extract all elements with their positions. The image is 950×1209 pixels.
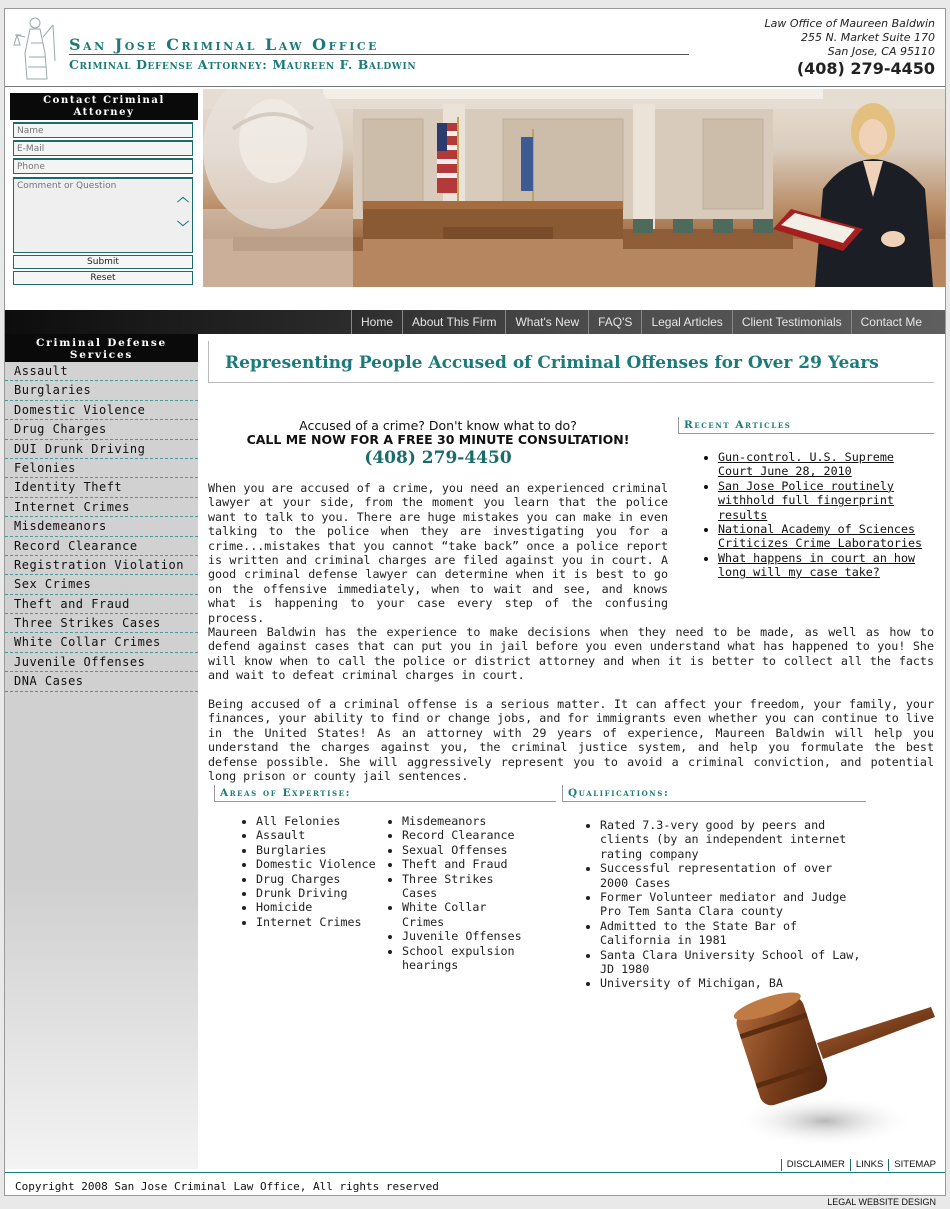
address-line-2: 255 N. Market Suite 170 [801,31,935,44]
list-item: • All Felonies [256,814,380,828]
list-item: • Burglaries [256,843,380,857]
list-item: • Drunk Driving [256,886,380,900]
sidebar-item-record-clearance[interactable]: Record Clearance [5,537,198,556]
serious-matter-paragraph: Being accused of a criminal offense is a serious matter. It can affect your freedom, your family, your finances, your ability to find or change jobs, and for immigrants even whether you can continue to live in the United States! As an attorney with 29 years of experience, Maureen Baldwin will help you understand the charges against you, the criminal justice system, and help you formulate the best defense possible. She will aggressively represent you to avoid a criminal conviction, and potential long prison or county jail sentences. [208,697,934,784]
expertise-title: Areas of Expertise: [214,785,556,802]
nav-contact-me[interactable]: Contact Me [851,310,931,334]
cta-consultation: CALL ME NOW FOR A FREE 30 MINUTE CONSULTATION! [246,432,630,447]
sidebar-item-white-collar-crimes[interactable]: White Collar Crimes [5,633,198,652]
design-credit-link[interactable]: LEGAL WEBSITE DESIGN [827,1197,936,1207]
header-phone: (408) 279-4450 [796,59,935,78]
article-link[interactable]: • What happens in court an how long will my case take? [718,551,934,580]
sidebar-item-identity-theft[interactable]: Identity Theft [5,478,198,497]
qualifications [562,785,866,991]
site-title: San Jose Criminal Law Office [69,35,380,54]
gavel-image [725,981,945,1153]
nav-whats-new[interactable]: What's New [505,310,588,334]
list-item: • Admitted to the State Bar of California in 1981 [600,919,866,948]
cta-question: Accused of a crime? Don't know what to do? [299,418,577,433]
nav-home[interactable]: Home [351,310,402,334]
consultation-callout [208,419,668,469]
comment-box [13,177,193,253]
email-field[interactable] [13,140,193,156]
services-title: Criminal Defense Services [5,334,198,362]
courtroom-attorney-image [203,89,945,287]
sidebar-item-misdemeanors[interactable]: Misdemeanors [5,517,198,536]
sidebar-item-felonies[interactable]: Felonies [5,459,198,478]
submit-button[interactable]: Submit [13,255,193,269]
areas-of-expertise [214,785,556,972]
sidebar-item-assault[interactable]: Assault [5,362,198,381]
sidebar-item-drug-charges[interactable]: Drug Charges [5,420,198,439]
hero-banner [203,89,945,287]
list-item: • Drug Charges [256,872,380,886]
recent-articles-list [718,450,934,580]
sidebar-item-domestic-violence[interactable]: Domestic Violence [5,401,198,420]
comment-field[interactable] [14,179,176,251]
address-line-3: San Jose, CA 95110 [827,45,935,58]
recent-articles-title: Recent Articles [678,417,934,434]
chevron-down-icon[interactable]: ﹀ [177,220,190,234]
service-list [5,362,198,692]
nav-legal-articles[interactable]: Legal Articles [641,310,731,334]
footer-link-disclaimer[interactable]: DISCLAIMER [781,1159,850,1171]
list-item: • Homicide [256,900,380,914]
qualifications-list [600,818,866,991]
article-link[interactable]: • Gun-control. U.S. Supreme Court June 28, 2010 [718,450,934,479]
sidebar-item-theft-and-fraud[interactable]: Theft and Fraud [5,595,198,614]
sidebar-item-juvenile-offenses[interactable]: Juvenile Offenses [5,653,198,672]
headline-box [208,341,934,383]
sidebar-item-sex-crimes[interactable]: Sex Crimes [5,575,198,594]
main-navigation [5,310,945,334]
list-item: • Theft and Fraud [402,857,526,871]
list-item: • University of Michigan, BA [600,976,866,990]
sidebar-item-dna-cases[interactable]: DNA Cases [5,672,198,691]
site-subtitle: Criminal Defense Attorney: Maureen F. Baldwin [69,57,417,72]
chevron-up-icon[interactable]: ︿ [177,190,190,204]
recent-articles [678,417,934,580]
article-link[interactable]: • San Jose Police routinely withhold full fingerprint results [718,479,934,522]
sidebar-item-burglaries[interactable]: Burglaries [5,381,198,400]
article-link[interactable]: • National Academy of Sciences Criticizes Crime Laboratories [718,522,934,551]
list-item: • Former Volunteer mediator and Judge Pro Tem Santa Clara county [600,890,866,919]
cta-phone[interactable]: (408) 279-4450 [364,448,512,468]
page-title: Representing People Accused of Criminal Offenses for Over 29 Years [225,353,879,373]
office-address [764,17,935,79]
expertise-list-2 [402,814,526,972]
contact-form-title: Contact Criminal Attorney [10,93,198,120]
phone-field[interactable] [13,158,193,174]
page [4,8,946,1196]
contact-form [10,93,198,285]
list-item: • Juvenile Offenses [402,929,526,943]
list-item: • School expulsion hearings [402,944,526,973]
sidebar-item-registration-violation[interactable]: Registration Violation [5,556,198,575]
lady-justice-icon [13,13,61,83]
list-item: • Record Clearance [402,828,526,842]
expertise-columns [214,814,556,972]
list-item: • Misdemeanors [402,814,526,828]
intro-paragraph: When you are accused of a crime, you need an experienced criminal lawyer at your side, from the moment you learn that the police want to talk to you. There are huge mistakes you can make in even talking to the police when they are investigating you for a crime...mistakes that you cannot “take back” once a police report is written and criminal charges are filed against you in court. A good criminal defense lawyer can determine when it is best to go on the offensive immediately, when to wait and see, and knows what is happening to your case every step of the confusing process. [208,481,668,625]
list-item: • White Collar Crimes [402,900,526,929]
expertise-list-1 [256,814,380,972]
name-field[interactable] [13,122,193,138]
footer-divider [5,1172,945,1173]
footer-link-sitemap[interactable]: SITEMAP [888,1159,941,1171]
list-item: • Internet Crimes [256,915,380,929]
list-item: • Santa Clara University School of Law, JD 1980 [600,948,866,977]
nav-faqs[interactable]: FAQ'S [588,310,641,334]
qualifications-title: Qualifications: [562,785,866,802]
services-sidebar [5,334,198,1169]
sidebar-item-internet-crimes[interactable]: Internet Crimes [5,498,198,517]
footer-links [781,1159,941,1171]
list-item: • Domestic Violence [256,857,380,871]
experience-paragraph: Maureen Baldwin has the experience to make decisions when they need to be made, as well as how to defend against cases that can put you in jail before you even understand what has happened to you! She will know when to call the police or district attorney and when it is better to collect all the facts and wait to defeat criminal charges in court. [208,625,934,683]
list-item: • Rated 7.3-very good by peers and clients (by an independent internet rating company [600,818,866,861]
sidebar-item-three-strikes-cases[interactable]: Three Strikes Cases [5,614,198,633]
copyright: Copyright 2008 San Jose Criminal Law Office, All rights reserved [15,1180,439,1193]
nav-list [351,310,931,334]
list-item: • Three Strikes Cases [402,872,526,901]
nav-about-this-firm[interactable]: About This Firm [402,310,505,334]
title-divider [69,54,689,55]
footer-link-links[interactable]: LINKS [850,1159,888,1171]
address-line-1: Law Office of Maureen Baldwin [764,17,935,30]
sidebar-item-dui-drunk-driving[interactable]: DUI Drunk Driving [5,440,198,459]
list-item: • Assault [256,828,380,842]
site-header [5,9,945,87]
nav-client-testimonials[interactable]: Client Testimonials [732,310,851,334]
reset-button[interactable]: Reset [13,271,193,285]
list-item: • Successful representation of over 2000 Cases [600,861,866,890]
list-item: • Sexual Offenses [402,843,526,857]
